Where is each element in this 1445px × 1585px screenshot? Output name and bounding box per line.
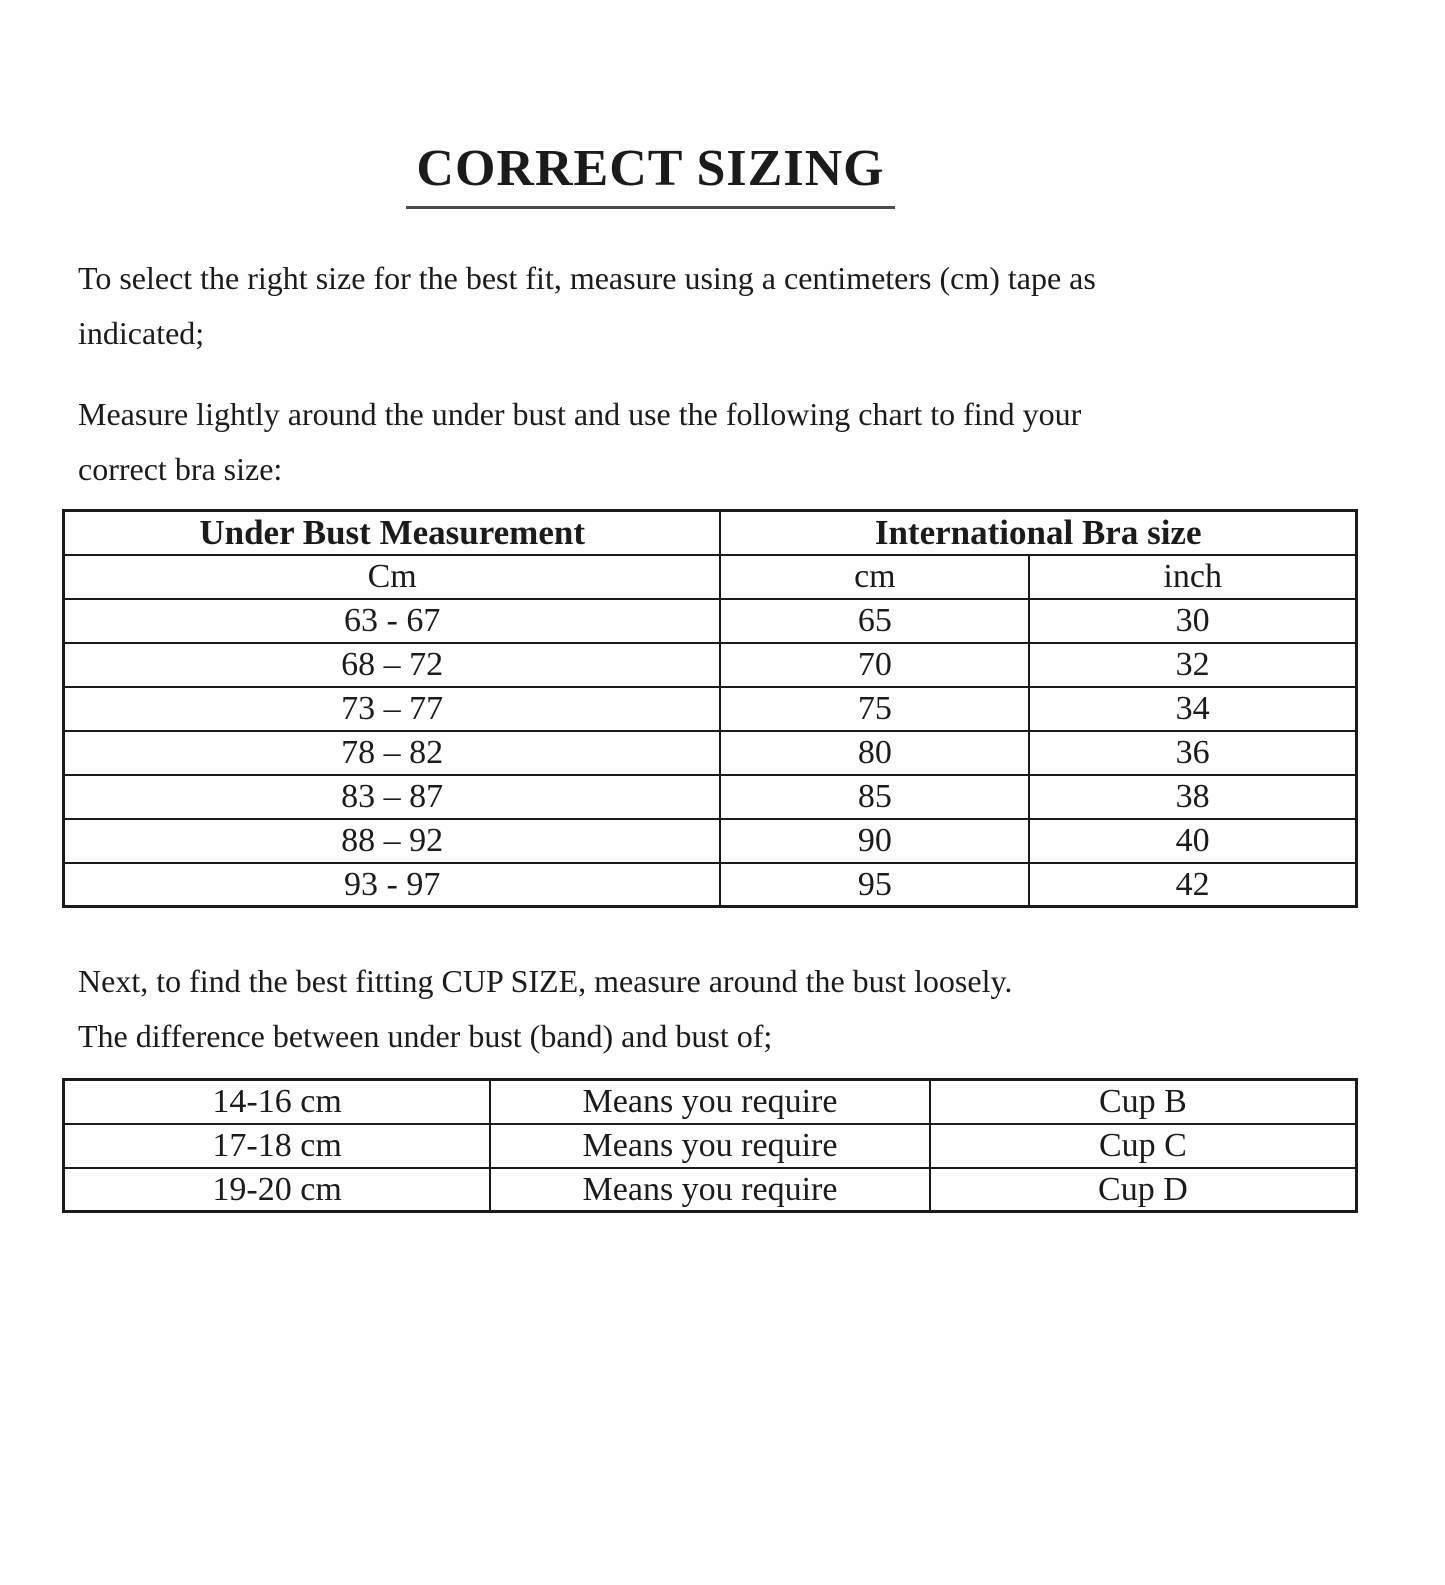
cup-row <box>64 1124 1357 1168</box>
under-bust-range-cell: 68 – 72 <box>64 643 721 687</box>
text-line: To select the right size for the best fit, measure using a centimeters (cm) tape as <box>78 260 1096 297</box>
size-row <box>64 863 1357 907</box>
band-cm-cell: 95 <box>720 863 1029 907</box>
band-inch-cell: 30 <box>1029 599 1356 643</box>
size-row <box>64 819 1357 863</box>
cup-size-paragraph <box>78 954 1385 1064</box>
band-inch-cell: 42 <box>1029 863 1356 907</box>
size-row <box>64 643 1357 687</box>
text-line: The difference between under bust (band) and bust of; <box>78 1018 773 1055</box>
band-cm-cell: 80 <box>720 731 1029 775</box>
title-row <box>0 140 1301 209</box>
cup-size-table <box>62 1078 1358 1213</box>
cup-cell: Cup C <box>930 1124 1357 1168</box>
band-cm-cell: 65 <box>720 599 1029 643</box>
under-bust-range-cell: 78 – 82 <box>64 731 721 775</box>
band-cm-cell: 90 <box>720 819 1029 863</box>
unit-inch-label: inch <box>1029 555 1356 599</box>
under-bust-measurement-header: Under Bust Measurement <box>64 511 721 555</box>
unit-row <box>64 555 1357 599</box>
difference-cell: 14-16 cm <box>64 1080 491 1124</box>
cup-row <box>64 1080 1357 1124</box>
text-line: correct bra size: <box>78 451 283 488</box>
size-row <box>64 775 1357 819</box>
requires-cell: Means you require <box>490 1168 930 1212</box>
table-header-row <box>64 511 1357 555</box>
under-bust-range-cell: 88 – 92 <box>64 819 721 863</box>
requires-cell: Means you require <box>490 1124 930 1168</box>
cup-cell: Cup B <box>930 1080 1357 1124</box>
text-line: Next, to find the best fitting CUP SIZE, measure around the bust loosely. <box>78 963 1013 1000</box>
under-bust-size-table <box>62 509 1358 908</box>
under-bust-range-cell: 93 - 97 <box>64 863 721 907</box>
band-inch-cell: 34 <box>1029 687 1356 731</box>
cup-row <box>64 1168 1357 1212</box>
text-line: Measure lightly around the under bust and use the following chart to find your <box>78 396 1082 433</box>
band-inch-cell: 40 <box>1029 819 1356 863</box>
requires-cell: Means you require <box>490 1080 930 1124</box>
band-cm-cell: 75 <box>720 687 1029 731</box>
size-row <box>64 731 1357 775</box>
international-bra-size-header: International Bra size <box>720 511 1356 555</box>
page-title: CORRECT SIZING <box>406 140 894 209</box>
under-bust-range-cell: 73 – 77 <box>64 687 721 731</box>
under-bust-range-cell: 83 – 87 <box>64 775 721 819</box>
size-row <box>64 599 1357 643</box>
unit-cm-label: cm <box>720 555 1029 599</box>
band-cm-cell: 70 <box>720 643 1029 687</box>
size-row <box>64 687 1357 731</box>
sizing-guide-page <box>0 140 1445 1585</box>
cup-cell: Cup D <box>930 1168 1357 1212</box>
under-bust-range-cell: 63 - 67 <box>64 599 721 643</box>
band-inch-cell: 36 <box>1029 731 1356 775</box>
band-inch-cell: 32 <box>1029 643 1356 687</box>
unit-cm-capital-label: Cm <box>64 555 721 599</box>
measure-instruction-paragraph <box>78 387 1385 497</box>
band-inch-cell: 38 <box>1029 775 1356 819</box>
band-cm-cell: 85 <box>720 775 1029 819</box>
difference-cell: 19-20 cm <box>64 1168 491 1212</box>
intro-paragraph <box>78 251 1385 361</box>
difference-cell: 17-18 cm <box>64 1124 491 1168</box>
text-line: indicated; <box>78 315 205 352</box>
